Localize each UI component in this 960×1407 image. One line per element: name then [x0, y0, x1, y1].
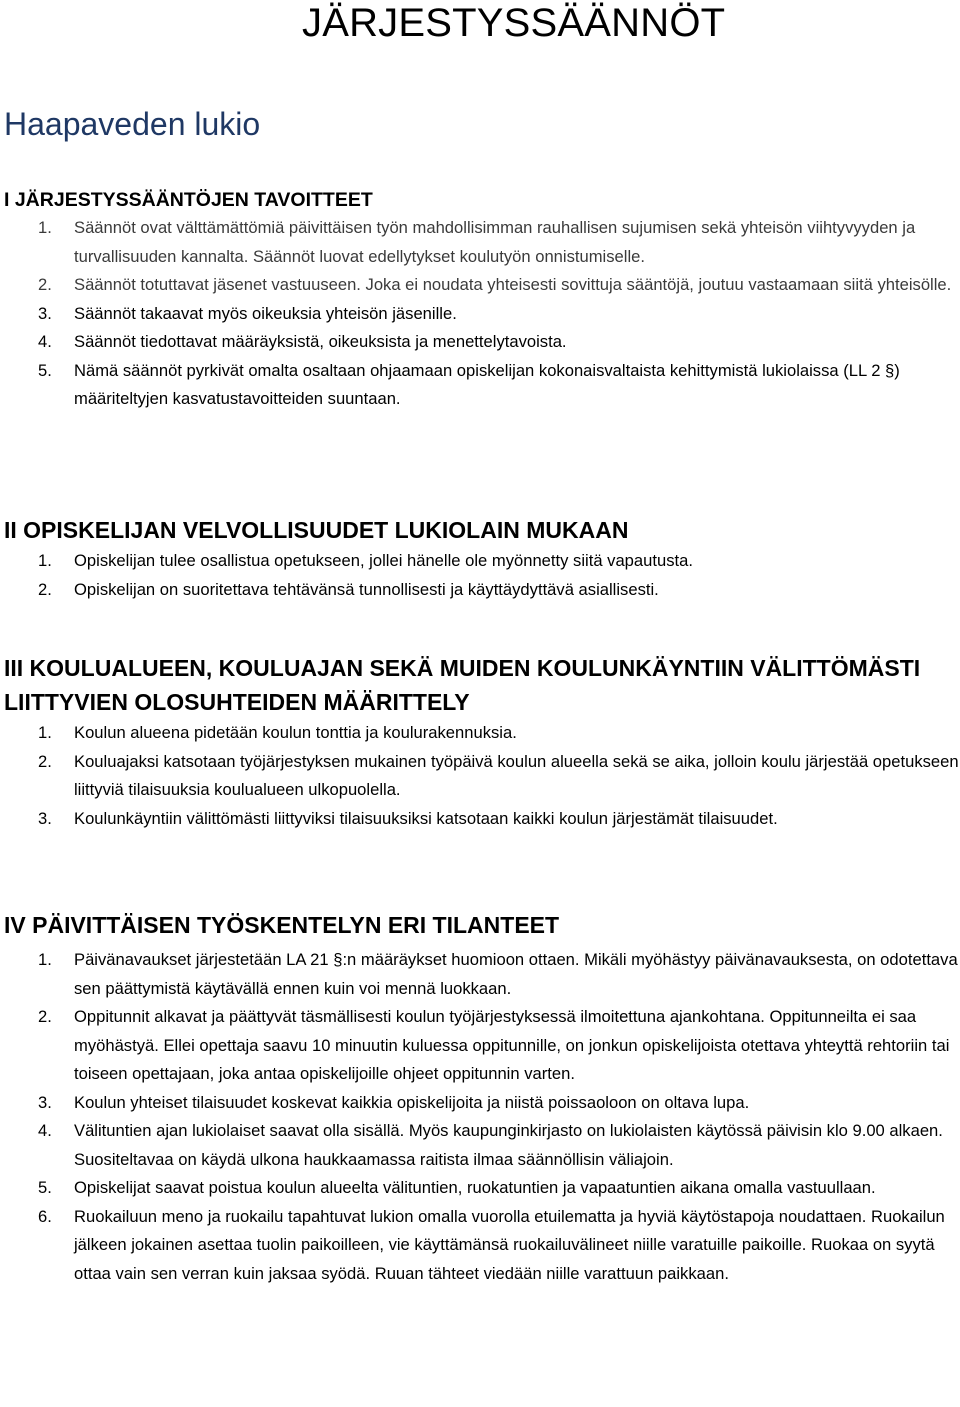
- section-2: [4, 513, 959, 604]
- document-title: JÄRJESTYSSÄÄNNÖT: [302, 1, 726, 45]
- item-number: 1.: [38, 950, 52, 969]
- item-number: 5.: [38, 1178, 52, 1197]
- item-text: Päivänavaukset järjestetään LA 21 §:n määräykset huomioon ottaen. Mikäli myöhästyy päivänavauksesta, on odotettava sen päättymistä käytävällä ennen kuin voi mennä luokkaan.: [74, 950, 958, 998]
- list-item: [4, 271, 959, 300]
- item-text: Opiskelijat saavat poistua koulun alueelta välituntien, ruokatuntien ja vapaatuntien aikana omalla vastuullaan.: [74, 1178, 876, 1197]
- item-number: 5.: [38, 360, 52, 380]
- list-item: [4, 576, 959, 605]
- list-item: [4, 1117, 959, 1174]
- item-number: 2.: [38, 751, 52, 771]
- list-item: [4, 748, 959, 805]
- list-item: [4, 1003, 959, 1089]
- list-item: [4, 1174, 959, 1203]
- item-number: 4.: [38, 1121, 52, 1140]
- item-number: 2.: [38, 579, 52, 599]
- list-item: [4, 1089, 959, 1118]
- list-item: [4, 1203, 959, 1289]
- section-4: [4, 908, 959, 1288]
- list-item: [4, 357, 959, 414]
- item-text: Oppitunnit alkavat ja päättyvät täsmällisesti koulun työjärjestyksessä ilmoitettuna ajankohtana. Oppitunneilta ei saa myöhästyä. Ellei opettaja saavu 10 minuutin kuluessa oppitunnille, on jonkun opiskelijoista otettava yhteyttä rehtoriin tai toiseen opettajaan, joka antaa opiskelijoille ohjeet oppitunnin varten.: [74, 1007, 950, 1083]
- item-number: 1.: [38, 551, 52, 570]
- item-text: Koulun yhteiset tilaisuudet koskevat kaikkia opiskelijoita ja niistä poissaoloon on oltava lupa.: [74, 1092, 750, 1112]
- section-4-list: [4, 946, 959, 1288]
- item-text: Nämä säännöt pyrkivät omalta osaltaan ohjaamaan opiskelijan kokonaisvaltaista kehittymistä lukiolaissa (LL 2 §) määriteltyjen kasvatustavoitteiden suuntaan.: [74, 360, 900, 408]
- item-text: Kouluajaksi katsotaan työjärjestyksen mukainen työpäivä koulun alueella sekä se aika, jolloin koulu järjestää opetukseen liittyviä tilaisuuksia koulualueen ulkopuolella.: [74, 751, 959, 799]
- item-text: Välituntien ajan lukiolaiset saavat olla sisällä. Myös kaupunginkirjasto on lukiolaisten käytössä päivisin klo 9.00 alkaen. Suositeltavaa on käydä ulkona haukkaamassa raitista ilmaa säännöllisin väliajoin.: [74, 1121, 943, 1169]
- section-1: [4, 186, 959, 414]
- item-number: 2.: [38, 1007, 52, 1026]
- item-text: Säännöt totuttavat jäsenet vastuuseen. Joka ei noudata yhteisesti sovittuja sääntöjä, joutuu vastaamaan siitä yhteisölle.: [74, 275, 952, 294]
- section-3-list: [4, 719, 959, 833]
- list-item: [4, 946, 959, 1003]
- section-2-list: [4, 547, 959, 604]
- item-text: Koulunkäyntiin välittömästi liittyviksi tilaisuuksiksi katsotaan kaikki koulun järjestämät tilaisuudet.: [74, 808, 778, 828]
- item-number: 2.: [38, 275, 52, 294]
- school-name: Haapaveden lukio: [4, 106, 261, 142]
- item-number: 1.: [38, 218, 52, 237]
- section-3-heading: III KOULUALUEEN, KOULUAJAN SEKÄ MUIDEN KOULUNKÄYNTIIN VÄLITTÖMÄSTI LIITTYVIEN OLOSUHTEIDEN MÄÄRITTELY: [4, 655, 921, 715]
- list-item: [4, 719, 959, 748]
- section-1-heading: I JÄRJESTYSSÄÄNTÖJEN TAVOITTEET: [4, 189, 373, 211]
- list-item: [4, 805, 959, 834]
- item-number: 3.: [38, 303, 52, 323]
- list-item: [4, 547, 959, 576]
- item-number: 6.: [38, 1206, 52, 1226]
- item-text: Opiskelijan on suoritettava tehtävänsä tunnollisesti ja käyttäydyttävä asiallisesti.: [74, 579, 659, 599]
- item-number: 1.: [38, 723, 52, 742]
- section-3: [4, 651, 959, 833]
- item-text: Koulun alueena pidetään koulun tonttia ja koulurakennuksia.: [74, 723, 517, 742]
- section-1-list: [4, 214, 959, 414]
- item-text: Säännöt tiedottavat määräyksistä, oikeuksista ja menettelytavoista.: [74, 332, 567, 351]
- item-number: 3.: [38, 1092, 52, 1112]
- item-text: Säännöt ovat välttämättömiä päivittäisen työn mahdollisimman rauhallisen sujumisen sekä yhteisön viihtyvyyden ja turvallisuuden kannalta. Säännöt luovat edellytykset koulutyön onnistumiselle.: [74, 218, 916, 266]
- item-text: Ruokailuun meno ja ruokailu tapahtuvat lukion omalla vuorolla etuilematta ja hyviä käytöstapoja noudattaen. Ruokailun jälkeen jokainen asettaa tuolin paikoilleen, vie käyttämänsä ruokailuvälineet niille varatuille paikoille. Ruokaa on syytä ottaa vain sen verran kuin jaksaa syödä. Ruuan tähteet viedään niille varattuun paikkaan.: [74, 1206, 945, 1283]
- section-2-heading: II OPISKELIJAN VELVOLLISUUDET LUKIOLAIN MUKAAN: [4, 517, 629, 543]
- item-number: 4.: [38, 332, 52, 351]
- list-item: [4, 300, 959, 329]
- item-text: Säännöt takaavat myös oikeuksia yhteisön jäsenille.: [74, 303, 457, 323]
- section-4-heading: IV PÄIVITTÄISEN TYÖSKENTELYN ERI TILANTEET: [4, 912, 560, 938]
- item-text: Opiskelijan tulee osallistua opetukseen, jollei hänelle ole myönnetty siitä vapautusta.: [74, 551, 693, 570]
- list-item: [4, 214, 959, 271]
- item-number: 3.: [38, 808, 52, 828]
- list-item: [4, 328, 959, 357]
